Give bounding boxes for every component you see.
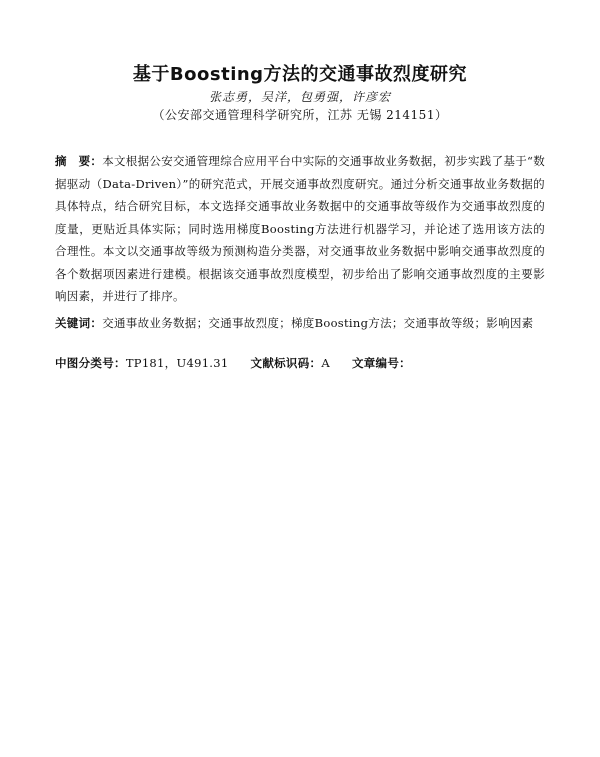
classification-line [55,355,555,371]
keywords-section [55,315,555,331]
keywords-label: 关键词： [55,316,103,330]
clc-value: TP181，U491.31 [125,356,229,370]
doc-code-label: 文献标识码： [250,356,322,370]
author-list: 张志勇，吴洋，包勇强，许彦宏 [208,90,391,104]
doc-code-value: A [321,356,330,370]
abstract-section [55,150,545,308]
paper-title: 基于Boosting方法的交通事故烈度研究 [132,64,468,85]
keywords-text: 交通事故业务数据；交通事故烈度；梯度Boosting方法；交通事故等级；影响因素 [102,316,534,330]
abstract-text: 本文根据公安交通管理综合应用平台中实际的交通事故业务数据，初步实践了基于“数据驱动（Data-Driven）”的研究范式，开展交通事故烈度研究。通过分析交通事故业务数据的具体特点，结合研究目标，本文选择交通事故业务数据中的交通事故等级作为交通事故烈度的度量，更贴近具体实际；同时选用梯度Boosting方法进行机器学习，并论述了选用该方法的合理性。本文以交通事故等级为预测构造分类器，对交通事故业务数据中影响交通事故烈度的各个数据项因素进行建模。根据该交通事故烈度模型，初步给出了影响交通事故烈度的主要影响因素，并进行了排序。 [55,154,545,303]
clc-label: 中图分类号： [55,356,126,370]
author-affiliation: （公安部交通管理科学研究所，江苏 无锡 214151） [152,108,448,122]
abstract-label: 摘 要： [55,154,103,168]
article-number-label: 文章编号： [351,356,411,370]
